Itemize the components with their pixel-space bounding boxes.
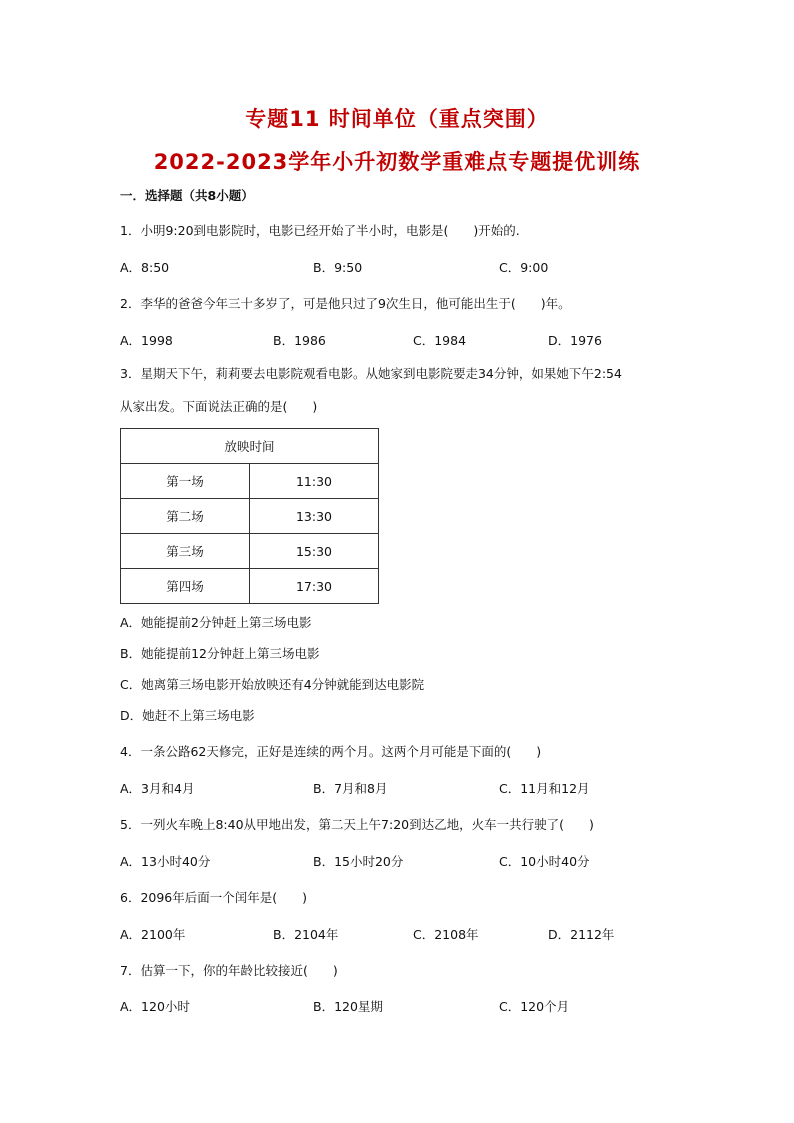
question-3-option-b: B．她能提前12分钟赶上第三场电影 [120, 646, 320, 661]
question-2-stem: 2．李华的爸爸今年三十多岁了，可是他只过了9次生日，他可能出生于( )年。 [120, 296, 571, 311]
question-3-option-c: C．她离第三场电影开始放映还有4分钟就能到达电影院 [120, 677, 425, 692]
session-time: 13:30 [250, 499, 379, 534]
table-row [121, 569, 379, 604]
section-heading: 一．选择题（共8小题） [120, 188, 254, 203]
question-3-option-d: D．她赶不上第三场电影 [120, 708, 255, 723]
question-6-option-d: D．2112年 [548, 927, 615, 942]
question-4-option-b: B．7月和8月 [313, 781, 388, 796]
question-5-option-a: A．13小时40分 [120, 854, 211, 869]
question-3-stem-line-1: 3．星期天下午，莉莉要去电影院观看电影。从她家到电影院要走34分钟，如果她下午2:54 [120, 366, 622, 381]
question-5-stem: 5．一列火车晚上8:40从甲地出发，第二天上午7:20到达乙地，火车一共行驶了( ) [120, 817, 594, 832]
question-7-option-c: C．120个月 [499, 999, 570, 1014]
question-6-stem: 6．2096年后面一个闰年是( ) [120, 890, 308, 905]
question-6-option-c: C．2108年 [413, 927, 479, 942]
session-time: 17:30 [250, 569, 379, 604]
table-row [121, 499, 379, 534]
question-4-stem: 4．一条公路62天修完，正好是连续的两个月。这两个月可能是下面的( ) [120, 744, 542, 759]
question-6-option-a: A．2100年 [120, 927, 186, 942]
question-4-option-c: C．11月和12月 [499, 781, 590, 796]
document-subtitle: 2022-2023学年小升初数学重难点专题提优训练 [153, 150, 641, 174]
question-1-option-c: C．9:00 [499, 260, 549, 275]
question-1-stem: 1．小明9:20到电影院时，电影已经开始了半小时，电影是( )开始的. [120, 223, 520, 238]
question-7-stem: 7．估算一下，你的年龄比较接近( ) [120, 963, 338, 978]
question-3-option-a: A．她能提前2分钟赶上第三场电影 [120, 615, 312, 630]
schedule-table [120, 428, 379, 604]
question-2-option-c: C．1984 [413, 333, 467, 348]
question-7-option-b: B．120星期 [313, 999, 383, 1014]
question-3-stem-line-2: 从家出发。下面说法正确的是( ) [120, 399, 318, 414]
question-6-option-b: B．2104年 [273, 927, 339, 942]
question-4-option-a: A．3月和4月 [120, 781, 195, 796]
question-5-option-b: B．15小时20分 [313, 854, 404, 869]
table-header: 放映时间 [121, 429, 379, 464]
session-name: 第二场 [121, 499, 250, 534]
question-5-option-c: C．10小时40分 [499, 854, 590, 869]
document-title: 专题11 时间单位（重点突围） [245, 107, 549, 131]
question-2-option-b: B．1986 [273, 333, 326, 348]
session-time: 15:30 [250, 534, 379, 569]
question-1-option-a: A．8:50 [120, 260, 170, 275]
session-time: 11:30 [250, 464, 379, 499]
table-header-row [121, 429, 379, 464]
question-7-option-a: A．120小时 [120, 999, 190, 1014]
session-name: 第四场 [121, 569, 250, 604]
table-row [121, 464, 379, 499]
session-name: 第一场 [121, 464, 250, 499]
question-2-option-a: A．1998 [120, 333, 173, 348]
question-2-option-d: D．1976 [548, 333, 602, 348]
question-1-option-b: B．9:50 [313, 260, 363, 275]
table-row [121, 534, 379, 569]
session-name: 第三场 [121, 534, 250, 569]
